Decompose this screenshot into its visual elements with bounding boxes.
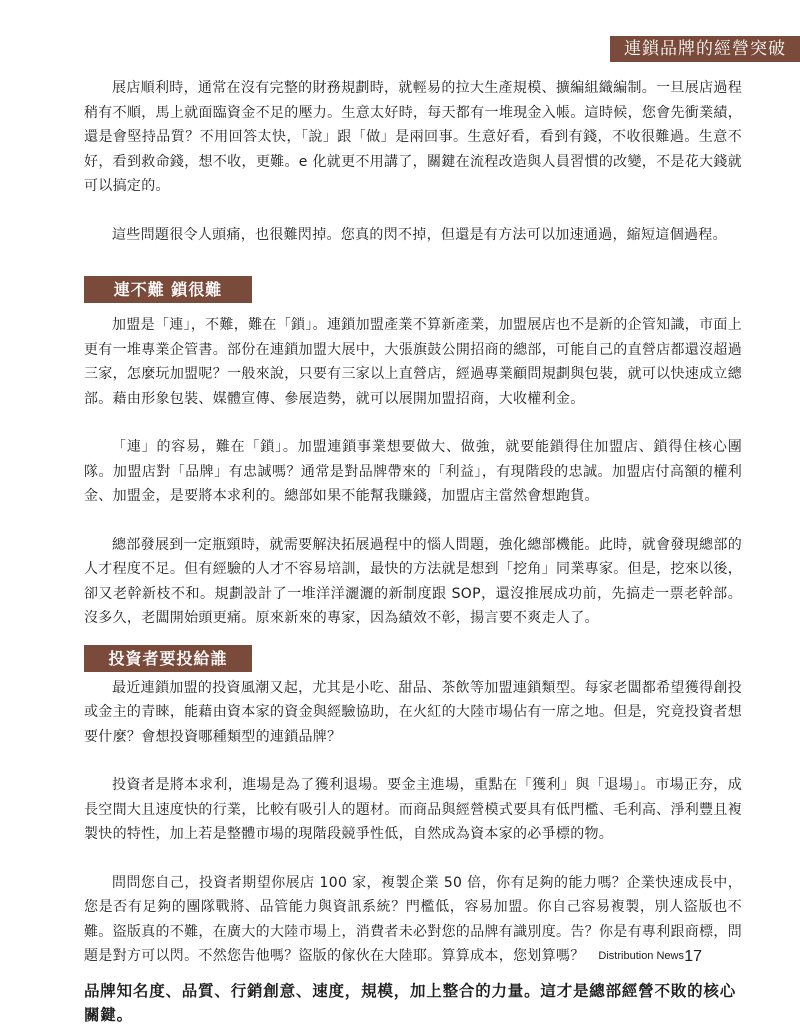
section2-paragraph-2: 投資者是將本求利，進場是為了獲利退場。要金主進場，重點在「獲利」與「退場」。市場正夯，成長空間大且速度快的行業，比較有吸引人的題材。而商品與經營模式要具有低門檻、毛利高、淨利豐且複製快的特性，加上若是整體市場的現階段競爭性低，自然成為資本家的必爭標的物。: [84, 777, 742, 842]
header-title: 連鎖品牌的經營突破: [610, 36, 800, 62]
section1-paragraph-2: 「連」的容易，難在「鎖」。加盟連鎖事業想要做大、做強，就要能鎖得住加盟店、鎖得住核心團隊。加盟店對「品牌」有忠誠嗎？通常是對品牌帶來的「利益」，有現階段的忠誠。加盟店付高額的權利金、加盟金，是要將本求利的。總部如果不能幫我賺錢，加盟店主當然會想跑貨。: [84, 439, 742, 504]
article-body: [84, 76, 742, 1027]
section2-paragraph-1: 最近連鎖加盟的投資風潮又起，尤其是小吃、甜品、茶飲等加盟連鎖類型。每家老闆都希望獲得創投或金主的青睞，能藉由資本家的資金與經驗協助，在火紅的大陸市場佔有一席之地。但是，究竟投資者想要什麼？會想投資哪種類型的連鎖品牌？: [84, 679, 742, 745]
section-heading-1: 連不難 鎖很難: [84, 276, 252, 303]
section2-paragraph-3: 問問您自己，投資者期望你展店 100 家，複製企業 50 倍，你有足夠的能力嗎？企業快速成長中，您是否有足夠的團隊戰將、品管能力與資訊系統？門檻低，容易加盟。你自己容易複製，別人盜版也不難。盜版真的不難，在廣大的大陸市場上，消費者未必對您的品牌有識別度。告？你是有專利跟商標，問題是對方可以閃。不然您告他嗎？盜版的傢伙在大陸耶。算算成本，您划算嗎？: [84, 874, 742, 964]
page-number: 17: [684, 948, 702, 965]
intro-paragraph-1: 展店順利時，通常在沒有完整的財務規劃時，就輕易的拉大生產規模、擴編組織編制。一旦展店過程稍有不順，馬上就面臨資金不足的壓力。生意太好時，每天都有一堆現金入帳。這時候，您會先衝業績，還是會堅持品質？不用回答太快，「說」跟「做」是兩回事。生意好看，看到有錢，不收很難過。生意不好，看到救命錢，想不收，更難。e 化就更不用講了，關鍵在流程改造與人員習慣的改變，不是花大錢就可以搞定的。: [84, 80, 742, 194]
section-heading-2: 投資者要投給誰: [84, 645, 252, 672]
section1-paragraph-1: 加盟是「連」，不難，難在「鎖」。連鎖加盟產業不算新產業，加盟展店也不是新的企管知識，市面上更有一堆專業企管書。部份在連鎖加盟大展中，大張旗鼓公開招商的總部，可能自己的直營店都還沒超過三家，怎麼玩加盟呢？一般來說，只要有三家以上直營店，經過專業顧問規劃與包裝，就可以快速成立總部。藉由形象包裝、媒體宣傳、參展造勢，就可以展開加盟招商，大收權利金。: [84, 317, 742, 407]
conclusion: 品牌知名度、品質、行銷創意、速度，規模，加上整合的力量。這才是總部經營不敗的核心關鍵。: [84, 981, 737, 1024]
publication-name: Distribution News: [598, 950, 684, 962]
intro-paragraph-2: 這些問題很令人頭痛，也很難閃掉。您真的閃不掉，但還是有方法可以加速通過，縮短這個過程。: [112, 226, 727, 243]
section1-paragraph-3: 總部發展到一定瓶頸時，就需要解決拓展過程中的惱人問題，強化總部機能。此時，就會發現總部的人才程度不足。但有經驗的人才不容易培訓，最快的方法就是想到「挖角」同業專家。但是，挖來以後，卻又老幹新枝不和。規劃設計了一堆洋洋灑灑的新制度跟 SOP，還沒推展成功前，先搞走一票老幹部。沒多久，老闆開始頭更痛。原來新來的專家，因為績效不彰，揚言要不爽走人了。: [84, 536, 742, 626]
